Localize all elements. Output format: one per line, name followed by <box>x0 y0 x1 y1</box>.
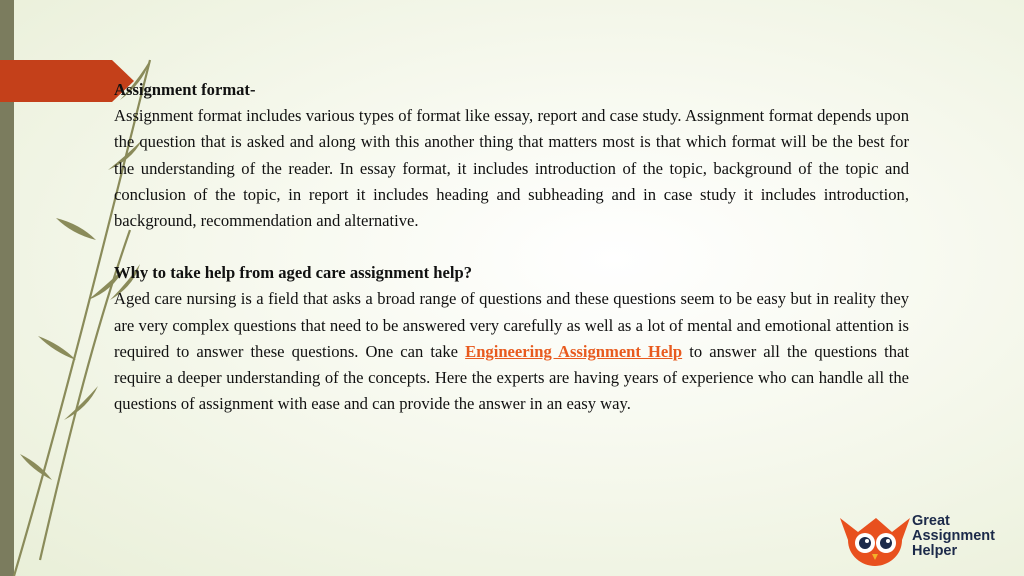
section-paragraph-assignment-format: Assignment format includes various types of format like essay, report and case study. Assignment format depends upon the question that is asked and along with this another thing that matters most is that which format will be the best for the understanding of the reader. In essay format, it includes introduction of the topic, background of the topic and conclusion of the topic, in report it includes heading and subheading and in case study it includes introduction, background, recommendation and alternative. <box>114 106 909 231</box>
document-body <box>114 77 909 417</box>
engineering-assignment-help-link[interactable]: Engineering Assignment Help <box>465 341 683 361</box>
section-paragraph-why-help <box>114 286 909 417</box>
section-heading-assignment-format: Assignment format- <box>114 80 256 99</box>
logo-line-helper: Helper <box>912 543 958 559</box>
logo-wordmark <box>912 514 995 559</box>
section-heading-why-help: Why to take help from aged care assignment help? <box>114 263 472 283</box>
paragraph-spacer <box>114 234 909 260</box>
paragraph-text-before-link: Aged care nursing is a field that asks a broad range of questions and these questions seem to be easy but in reality they are very complex questions that need to be answered very carefully as well as a lot of mental and emotional attention is required to answer these questions. One can take <box>114 289 909 361</box>
logo-line-assignment: Assignment <box>912 528 995 544</box>
paragraph-text-after-link: to answer all the questions that require a deeper understanding of the concepts. Here the experts are having years of experience who can handle all the questions of assignment with ease and can provide the answer in an easy way. <box>114 341 909 414</box>
logo-line-great: Great <box>912 513 950 529</box>
